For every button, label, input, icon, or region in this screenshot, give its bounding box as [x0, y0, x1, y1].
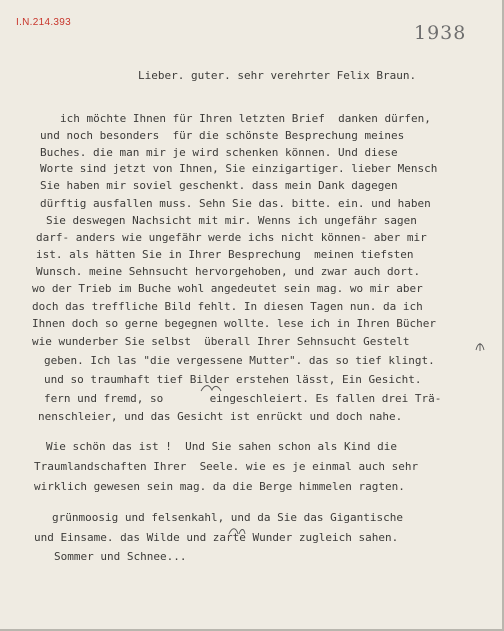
body-line: dürftig ausfallen muss. Sehn Sie das. bitte. ein. und haben	[40, 197, 431, 210]
body-line: und Einsame. das Wilde und zarte Wunder zugleich sahen.	[34, 531, 399, 544]
body-line: Ihnen doch so gerne begegnen wollte. lese ich in Ihren Bücher	[32, 317, 436, 330]
body-line: Sie haben mir soviel geschenkt. dass mein Dank dagegen	[40, 179, 398, 192]
body-line: Wie schön das ist ! Und Sie sahen schon als Kind die	[46, 440, 397, 453]
handwritten-year: 1938	[414, 22, 467, 44]
handwritten-correction-mark	[474, 340, 488, 354]
body-line: wie wunderber Sie selbst überall Ihrer Sehnsucht Gestelt	[32, 335, 410, 348]
body-line: Sie deswegen Nachsicht mit mir. Wenns ich ungefähr sagen	[46, 214, 417, 227]
body-line: ist. als hätten Sie in Ihrer Besprechung meinen tiefsten	[36, 248, 414, 261]
body-line: geben. Ich las "die vergessene Mutter". das so tief klingt.	[44, 354, 435, 367]
body-line: doch das treffliche Bild fehlt. In diesen Tagen nun. da ich	[32, 300, 423, 313]
body-line: darf- anders wie ungefähr werde ichs nicht können- aber mir	[36, 231, 427, 244]
body-line: Wunsch. meine Sehnsucht hervorgehoben, und zwar auch dort.	[36, 265, 421, 278]
body-line: ich möchte Ihnen für Ihren letzten Brief danken dürfen,	[60, 112, 431, 125]
body-line: wo der Trieb im Buche wohl angedeutet sein mag. wo mir aber	[32, 282, 423, 295]
handwritten-correction-mark	[228, 526, 246, 536]
body-line: Traumlandschaften Ihrer Seele. wie es je einmal auch sehr	[34, 460, 419, 473]
salutation: Lieber. guter. sehr verehrter Felix Braun.	[138, 69, 417, 82]
body-line: wirklich gewesen sein mag. da die Berge himmelen ragten.	[34, 480, 405, 493]
handwritten-correction-mark	[200, 383, 222, 393]
body-line: Buches. die man mir je wird schenken können. Und diese	[40, 146, 398, 159]
body-line: Sommer und Schnee...	[54, 550, 187, 563]
shelfmark-stamp: I.N.214.393	[16, 17, 72, 28]
body-line: nenschleier, und das Gesicht ist enrückt und doch nahe.	[38, 410, 403, 423]
body-line: Worte sind jetzt von Ihnen, Sie einzigartiger. lieber Mensch	[40, 162, 438, 175]
body-line: und so traumhaft tief Bilder erstehen lässt, Ein Gesicht.	[44, 373, 422, 386]
body-line: fern und fremd, so eingeschleiert. Es fallen drei Trä-	[44, 392, 442, 405]
body-line: und noch besonders für die schönste Besprechung meines	[40, 129, 405, 142]
body-line: grünmoosig und felsenkahl, und da Sie das Gigantische	[52, 511, 403, 524]
